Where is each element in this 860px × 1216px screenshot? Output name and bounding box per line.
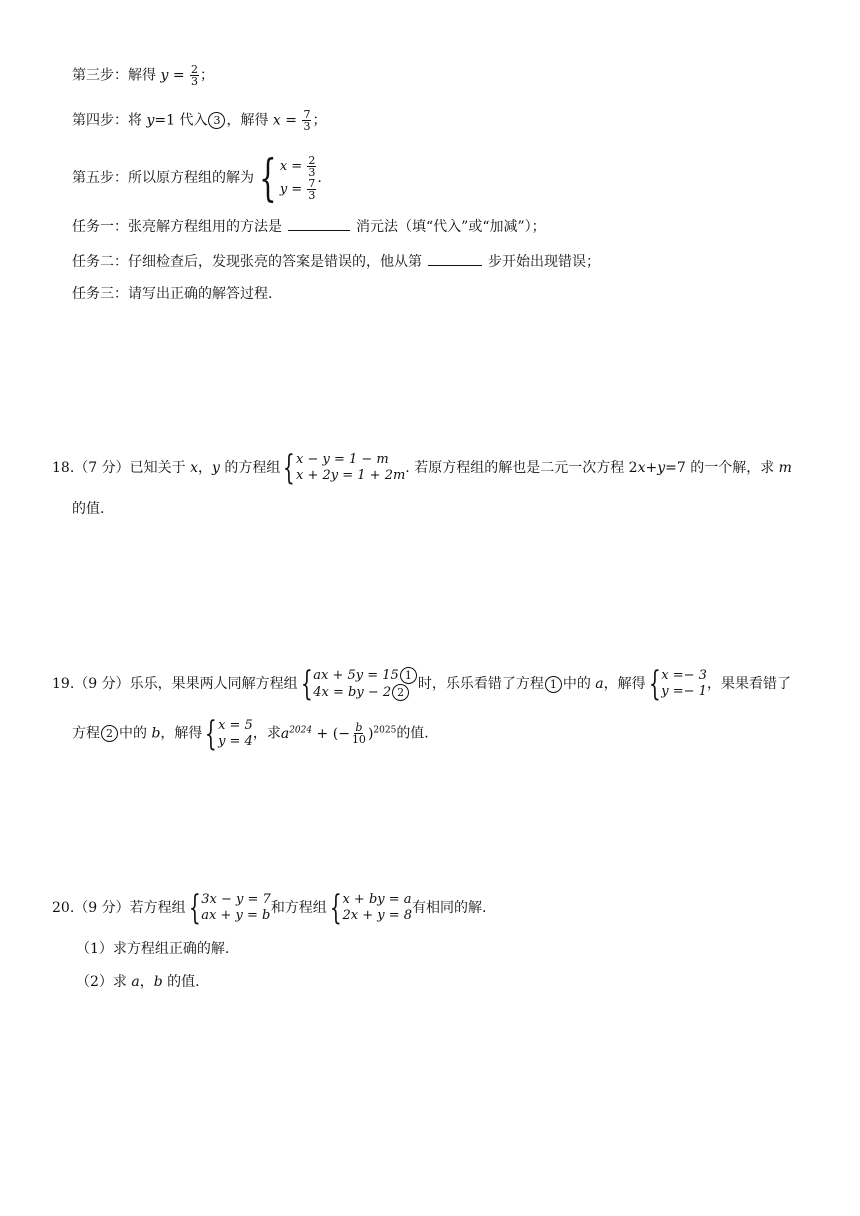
left-brace: { bbox=[300, 664, 313, 704]
system-rows bbox=[313, 667, 418, 701]
q18-equation-system bbox=[280, 448, 406, 488]
row-lhs: y = bbox=[279, 182, 307, 197]
question-20-line-1 bbox=[52, 888, 486, 928]
system-row-1: x − y = 1 − m bbox=[296, 452, 389, 467]
system-row-2 bbox=[313, 684, 418, 701]
system-rows bbox=[342, 892, 412, 924]
q20-part-2-suffix: 的值. bbox=[162, 974, 200, 990]
exponent-2025: 2025 bbox=[373, 725, 397, 735]
step-4-line bbox=[72, 109, 326, 132]
q20-var-a: a bbox=[131, 974, 140, 990]
q20-mid: 和方程组 bbox=[270, 900, 327, 916]
system-rows bbox=[280, 155, 318, 201]
step-4-var: y bbox=[146, 112, 155, 129]
q19-var-b: b bbox=[151, 725, 161, 742]
step-4-lhs: x = bbox=[272, 112, 302, 129]
q18-prefix: 18.（7 分）已知关于 bbox=[52, 460, 191, 476]
system-row-1: x + by = a bbox=[342, 892, 412, 907]
q20-part-1-text: （1）求方程组正确的解. bbox=[76, 941, 230, 957]
circled-number-1: 1 bbox=[545, 676, 562, 693]
fraction-numerator: b bbox=[355, 721, 363, 735]
q18-mid: 的方程组 bbox=[219, 460, 281, 476]
q19-mid3: ，解得 bbox=[603, 676, 646, 692]
system-row-2: ax + y = b bbox=[201, 908, 271, 923]
step-3-prefix: 第三步：解得 bbox=[72, 67, 161, 84]
step-4-suffix: ； bbox=[312, 112, 327, 129]
fraction-denominator: 3 bbox=[191, 75, 198, 88]
fraction-numerator: 7 bbox=[308, 177, 316, 190]
system-rows bbox=[201, 892, 271, 924]
fraction-numerator: 2 bbox=[191, 63, 198, 76]
task-2-prefix: 任务二：仔细检查后，发现张亮的答案是错误的，他从第 bbox=[72, 254, 422, 270]
system-row-1: x =− 3 bbox=[661, 668, 707, 683]
q18-var-m: m bbox=[778, 460, 792, 476]
step-3-suffix: ； bbox=[200, 67, 214, 84]
fraction-denominator: 3 bbox=[308, 189, 316, 202]
q18-var-x: x bbox=[190, 460, 198, 476]
step-4-mid2: ，解得 bbox=[226, 112, 273, 129]
q19-tail: ，果果看错了 bbox=[706, 676, 791, 692]
q19-equation-system bbox=[298, 664, 418, 704]
question-19-line-2 bbox=[72, 710, 429, 754]
q20-var-b: b bbox=[153, 974, 163, 990]
row-fraction bbox=[307, 178, 316, 201]
system-row-2: y =− 1 bbox=[661, 684, 707, 699]
row-lhs: x = bbox=[279, 159, 307, 174]
exponent-2024: 2024 bbox=[289, 725, 313, 735]
system-row-2: 2x + y = 8 bbox=[342, 908, 412, 923]
q20-part-2-comma: ， bbox=[139, 974, 154, 990]
question-20-part-2 bbox=[76, 973, 200, 991]
task-2-line bbox=[72, 253, 600, 271]
task-1-prefix: 任务一：张亮解方程组用的方法是 bbox=[72, 219, 282, 235]
q20-system-b bbox=[327, 888, 412, 928]
q19-solution-system-2 bbox=[202, 713, 253, 754]
q19-line-2-prefix: 方程 bbox=[72, 725, 100, 742]
q19-line-2-mid2: ，解得 bbox=[160, 725, 203, 742]
left-brace: { bbox=[283, 448, 296, 488]
q19-line-2-suffix: 的值. bbox=[396, 725, 429, 742]
task-3-line bbox=[72, 285, 272, 303]
question-18-line-1 bbox=[52, 448, 792, 488]
answer-blank-1[interactable] bbox=[288, 218, 350, 231]
circled-number-3: 3 bbox=[208, 112, 225, 129]
step-5-solution-system bbox=[254, 149, 317, 207]
q20-prefix: 20.（9 分）若方程组 bbox=[52, 900, 186, 916]
step-4-mid: =1 代入 bbox=[154, 112, 208, 129]
question-18-line-2 bbox=[72, 500, 104, 518]
step-3-fraction bbox=[190, 64, 199, 87]
q18-var-x2: x bbox=[637, 460, 646, 476]
fraction-denominator: 3 bbox=[308, 166, 316, 179]
q19-var-a: a bbox=[595, 676, 604, 692]
equation-text: 4x = by − 2 bbox=[313, 685, 392, 700]
q20-suffix: 有相同的解. bbox=[412, 900, 487, 916]
row-fraction bbox=[307, 155, 316, 178]
step-3-lhs: y = bbox=[160, 67, 189, 84]
question-19-line-1 bbox=[52, 664, 791, 704]
task-2-suffix: 步开始出现错误； bbox=[488, 254, 600, 270]
equation-text: ax + 5y = 15 bbox=[313, 668, 399, 683]
system-row-1: 3x − y = 7 bbox=[201, 892, 271, 907]
step-5-line bbox=[72, 150, 322, 206]
fraction-numerator: 7 bbox=[303, 108, 311, 121]
q19-mid2: 中的 bbox=[562, 676, 596, 692]
system-row-1 bbox=[313, 667, 418, 684]
q19-mid: 时，乐乐看错了方程 bbox=[417, 676, 544, 692]
q19-expression bbox=[280, 721, 397, 747]
left-brace: { bbox=[648, 664, 661, 704]
step-5-suffix: . bbox=[317, 170, 322, 186]
left-brace: { bbox=[259, 149, 277, 207]
q18-after: . 若原方程组的解也是二元一次方程 2 bbox=[405, 460, 638, 476]
expr-close-paren: ) bbox=[367, 725, 374, 742]
q18-plus: + bbox=[645, 460, 658, 476]
step-4-fraction bbox=[302, 109, 311, 132]
step-5-prefix: 第五步：所以原方程组的解为 bbox=[72, 170, 254, 186]
q18-var-y: y bbox=[211, 460, 220, 476]
task-1-line bbox=[72, 218, 546, 236]
question-20-part-1 bbox=[76, 940, 229, 958]
left-brace: { bbox=[188, 888, 201, 928]
q19-line-2-mid3: ，求 bbox=[252, 725, 281, 742]
system-rows bbox=[218, 718, 253, 750]
step-4-prefix: 第四步：将 bbox=[72, 112, 147, 129]
circled-number-2: 2 bbox=[392, 684, 409, 701]
q18-var-y2: y bbox=[657, 460, 666, 476]
task-1-suffix: 消元法（填“代入”或“加减”）； bbox=[356, 219, 546, 235]
system-row-2: y = 4 bbox=[218, 733, 253, 749]
q18-comma: ， bbox=[197, 460, 212, 476]
q18-after2: =7 的一个解，求 bbox=[665, 460, 779, 476]
task-3-text: 任务三：请写出正确的解答过程. bbox=[72, 286, 273, 302]
system-row-2 bbox=[280, 178, 318, 201]
fraction-denominator: 3 bbox=[303, 120, 311, 133]
fraction-denominator: 10 bbox=[351, 733, 366, 747]
system-row-2: x + 2y = 1 + 2m bbox=[296, 468, 406, 483]
step-3-line bbox=[72, 64, 214, 87]
system-rows bbox=[661, 668, 707, 700]
left-brace: { bbox=[205, 713, 218, 754]
system-row-1 bbox=[280, 155, 318, 178]
system-rows bbox=[296, 452, 405, 484]
q18-line-2-text: 的值. bbox=[72, 501, 105, 517]
expr-plus-open: + (− bbox=[312, 725, 350, 742]
answer-blank-2[interactable] bbox=[428, 253, 482, 266]
left-brace: { bbox=[329, 888, 342, 928]
q19-line-2-mid: 中的 bbox=[119, 725, 152, 742]
circled-number-1: 1 bbox=[400, 667, 417, 684]
q19-solution-system-1 bbox=[646, 664, 707, 704]
q20-part-2-prefix: （2）求 bbox=[76, 974, 132, 990]
expr-base-a: a bbox=[280, 725, 290, 742]
q19-prefix: 19.（9 分）乐乐，果果两人同解方程组 bbox=[52, 676, 298, 692]
system-row-1: x = 5 bbox=[218, 717, 253, 733]
q20-system-a bbox=[186, 888, 271, 928]
circled-number-2: 2 bbox=[101, 725, 118, 742]
fraction-numerator: 2 bbox=[308, 154, 316, 167]
expr-fraction bbox=[351, 722, 367, 745]
